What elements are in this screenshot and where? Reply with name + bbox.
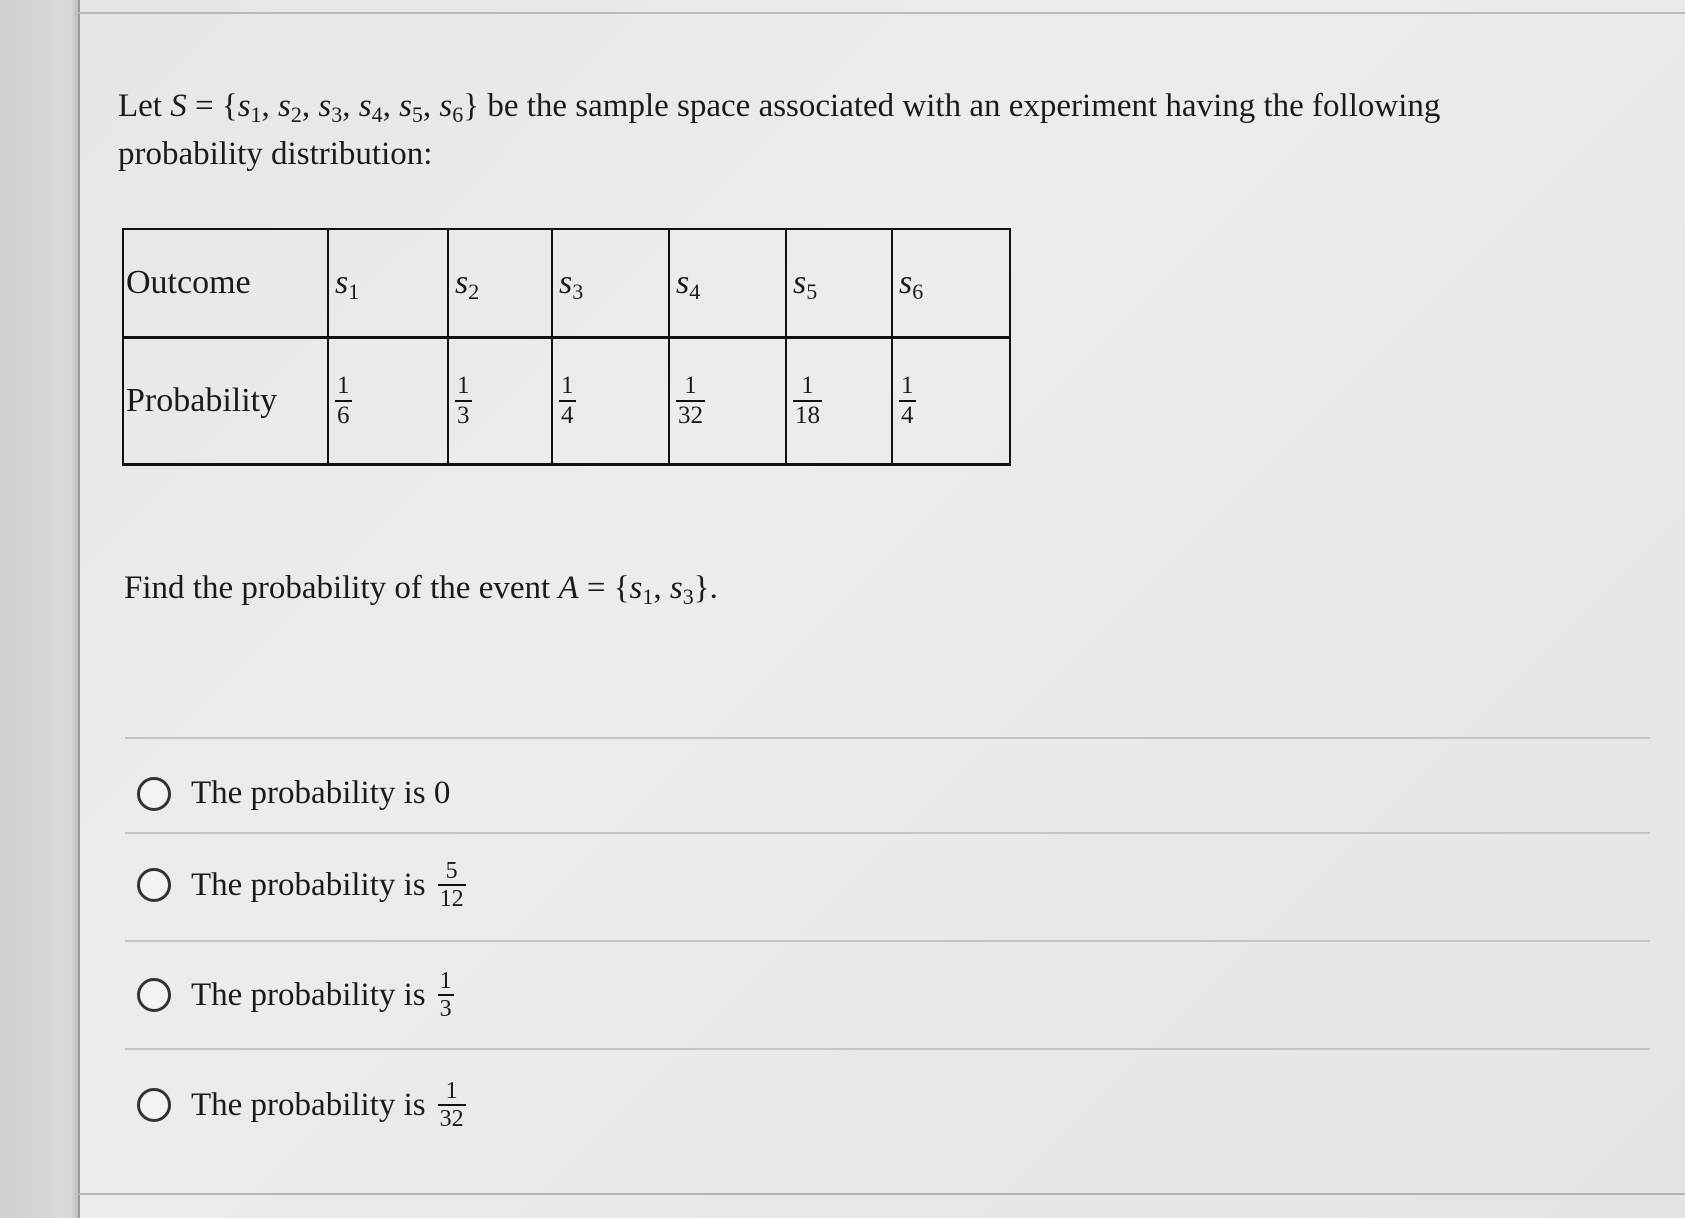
question-text: Let $S = \{s_1$, $s_2$, $s_3$, $s_4$, $s_5$, $s_6$} be the sample space associated with an experiment having the following probability distribution: xyxy=(118,88,1441,172)
bottom-divider xyxy=(78,1193,1685,1195)
probability-cell xyxy=(448,338,552,465)
probability-cell xyxy=(669,338,786,465)
outcome-row xyxy=(123,229,1010,338)
probability-cell xyxy=(786,338,892,465)
left-panel-edge xyxy=(0,0,80,1218)
outcome-cell: $s_6$ xyxy=(892,229,1010,338)
answer-option-2[interactable] xyxy=(137,858,466,912)
fraction: $\frac{1}{18}$ xyxy=(795,372,820,429)
outcome-cell: $s_1$ xyxy=(328,229,448,338)
probability-row xyxy=(123,338,1010,465)
outcome-cell: $s_2$ xyxy=(448,229,552,338)
fraction: $\frac{1}{4}$ xyxy=(901,372,914,429)
option-label: The probability is xyxy=(191,1086,426,1123)
outcome-cell: $s_5$ xyxy=(786,229,892,338)
option-divider xyxy=(125,832,1650,834)
find-prompt: Find the probability of the event $A = \{s_1$, $s_3$}. xyxy=(124,570,718,609)
fraction: $\frac{5}{12}$ xyxy=(439,858,464,912)
option-divider xyxy=(125,940,1650,942)
radio-button[interactable] xyxy=(137,978,171,1012)
outcome-cell: $s_4$ xyxy=(669,229,786,338)
top-divider xyxy=(78,12,1685,14)
probability-label: Probability xyxy=(123,338,328,465)
probability-cell xyxy=(892,338,1010,465)
probability-table xyxy=(122,228,1011,466)
probability-cell xyxy=(552,338,669,465)
outcome-cell: $s_3$ xyxy=(552,229,669,338)
fraction: $\frac{1}{6}$ xyxy=(337,372,350,429)
answer-option-1[interactable] xyxy=(137,775,450,812)
answer-option-4[interactable] xyxy=(137,1078,466,1132)
answer-option-3[interactable] xyxy=(137,968,454,1022)
radio-button[interactable] xyxy=(137,777,171,811)
fraction: $\frac{1}{4}$ xyxy=(561,372,574,429)
option-label: The probability is xyxy=(191,866,426,903)
fraction: $\frac{1}{3}$ xyxy=(439,968,452,1022)
option-divider xyxy=(125,1048,1650,1050)
radio-button[interactable] xyxy=(137,1088,171,1122)
fraction: $\frac{1}{32}$ xyxy=(439,1078,464,1132)
outcome-label: Outcome xyxy=(123,229,328,338)
fraction: $\frac{1}{3}$ xyxy=(457,372,470,429)
fraction: $\frac{1}{32}$ xyxy=(678,372,703,429)
radio-button[interactable] xyxy=(137,868,171,902)
option-divider xyxy=(125,737,1650,739)
option-label: The probability is 0 xyxy=(191,775,451,811)
probability-cell xyxy=(328,338,448,465)
option-label: The probability is xyxy=(191,976,426,1013)
